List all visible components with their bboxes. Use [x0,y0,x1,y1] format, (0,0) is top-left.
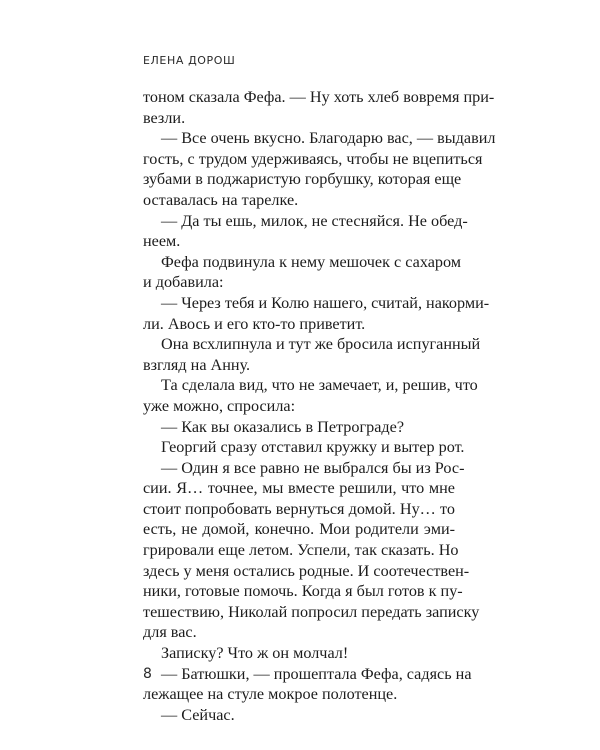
text-line: Фефа подвинула к нему мешочек с сахаром [161,252,462,271]
text-line: ники, готовые помочь. Когда я был готов к пу- [143,582,463,601]
text-line: сии. Я… точнее, мы вместе решили, что мне [143,479,455,498]
text-line: — Через тебя и Колю нашего, считай, накорми- [161,293,490,312]
text-line: — Батюшки, — прошептала Фефа, садясь на [161,664,472,683]
text-line: Она всхлипнула и тут же бросила испуганный [161,335,481,354]
text-line: — Все очень вкусно. Благодарю вас, — выдавил [161,129,496,148]
page-number: 8 [143,666,152,682]
text-line: здесь у меня остались родные. И соотечествен- [143,561,470,580]
text-line: — Да ты ешь, милок, не стесняйся. Не обед- [161,211,468,230]
text-line: грировали еще летом. Успели, так сказать. Но [143,541,459,560]
text-line: — Сейчас. [161,705,235,724]
text-line: неем. [143,232,181,251]
text-line: — Один я все равно не выбрался бы из Рос- [161,458,465,477]
text-line: уже можно, спросила: [143,396,296,415]
text-line: Записку? Что ж он молчал! [161,644,349,663]
text-line: взгляд на Анну. [143,355,251,374]
text-line: оставалась на тарелке. [143,190,299,209]
text-line: — Как вы оказались в Петрограде? [161,417,405,436]
text-line: везли. [143,108,186,127]
text-line: Та сделала вид, что не замечает, и, решив, что [161,376,478,395]
running-head: ЕЛЕНА ДОРОШ [143,54,236,67]
text-line: ли. Авось и его кто-то приветит. [143,314,366,333]
text-line: и добавила: [143,273,224,292]
text-line: для вас. [143,623,197,642]
text-line: тоном сказала Фефа. — Ну хоть хлеб вовремя при- [143,88,495,106]
text-line: Георгий сразу отставил кружку и вытер рот. [161,438,465,457]
text-line: стоит попробовать вернуться домой. Ну… то [143,499,455,518]
text-line: есть, не домой, конечно. Мои родители эми- [143,520,455,539]
text-line: лежащее на стуле мокрое полотенце. [143,685,398,704]
text-line: тешествию, Николай попросил передать записку [143,602,480,621]
text-line: зубами в поджаристую горбушку, которая еще [143,170,462,189]
text-line: гость, с трудом удерживаясь, чтобы не вцепиться [143,149,483,168]
body-text [143,87,496,725]
